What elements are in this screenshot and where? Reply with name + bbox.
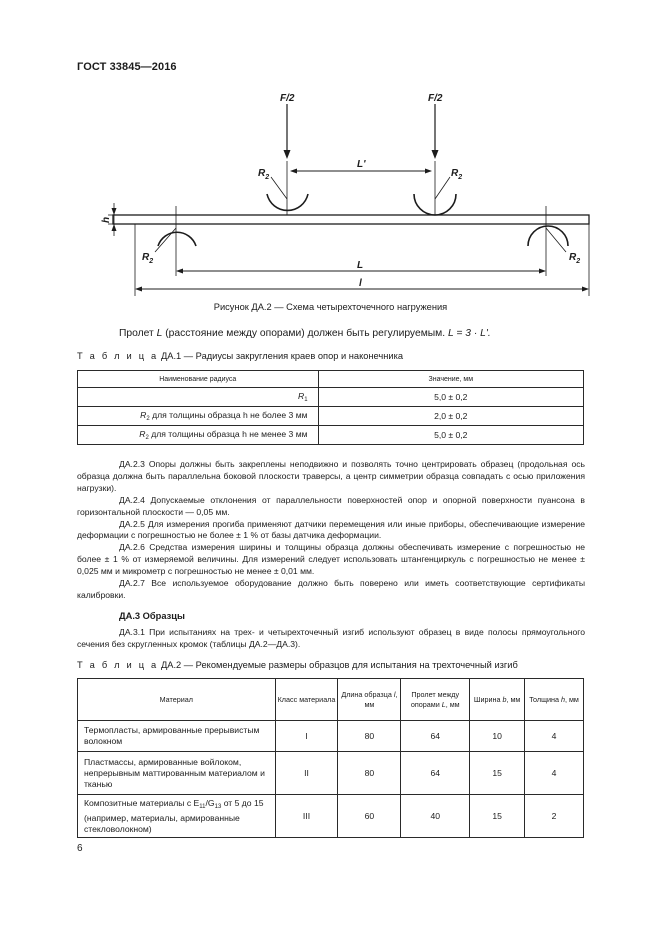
force-label-left: F/2 <box>280 93 295 104</box>
thickness-cell: 4 <box>525 752 584 795</box>
radius-leader-top-right <box>435 177 450 199</box>
section-heading: ДА.3 Образцы <box>119 611 185 621</box>
table-specimen-sizes <box>77 678 584 838</box>
table-row <box>78 388 584 407</box>
table-row <box>78 426 584 445</box>
span-cell: 64 <box>401 721 470 752</box>
class-cell: I <box>275 721 338 752</box>
table2-header-material: Материал <box>78 679 276 721</box>
table2-header-span: Пролет между опорами L, мм <box>401 679 470 721</box>
radius-name: $R_2$ для толщины образца h не менее 3 мм <box>78 426 319 445</box>
class-cell: III <box>275 795 338 838</box>
table-row <box>78 407 584 426</box>
material-cell: Пластмассы, армированные войлоком, непрерывным маттированным материалом и тканью <box>78 752 276 795</box>
radius-label-bottom-left: $R_2$ <box>142 252 154 265</box>
width-cell: 15 <box>470 795 525 838</box>
clause-da-3-1-block <box>77 627 585 651</box>
page-number: 6 <box>77 843 83 854</box>
radius-label-bottom-right: $R_2$ <box>569 252 581 265</box>
support-right <box>528 226 568 246</box>
length-cell: 60 <box>338 795 401 838</box>
length-cell: 80 <box>338 721 401 752</box>
width-cell: 15 <box>470 752 525 795</box>
length-cell: 80 <box>338 752 401 795</box>
table2-header-thickness: Толщина h, мм <box>525 679 584 721</box>
clause-da-2-7: ДА.2.7 Все используемое оборудование должно быть поверено или иметь соответствующие сертификаты калибровки. <box>77 578 585 600</box>
loading-nose-left <box>267 194 308 210</box>
clause-da-2-6: ДА.2.6 Средства измерения ширины и толщины образца должны обеспечивать измерение с погрешностью не более ± 1 % от измеряемой величины. Для измерений следует использовать штангенциркуль с погрешностью не менее ± 0,025 мм и микрометр с погрешностью не менее ± 0,01 мм. <box>77 542 585 577</box>
clause-da-2-4: ДА.2.4 Допускаемые отклонения от параллельности поверхностей опор и опорной поверхности пуансона в горизонтальной плоскости — 0,05 мм. <box>77 494 585 517</box>
table2-header-length: Длина образца l, мм <box>338 679 401 721</box>
thickness-dimension <box>112 203 117 236</box>
table-row <box>78 721 584 752</box>
radius-value: 5,0 ± 0,2 <box>318 426 583 445</box>
thickness-cell: 4 <box>525 721 584 752</box>
radius-label-top-left: $R_2$ <box>258 168 270 181</box>
radius-value: 5,0 ± 0,2 <box>318 388 583 407</box>
radius-leader-bottom-left <box>155 228 176 252</box>
table-row <box>78 795 584 838</box>
specimen-bar <box>113 215 589 224</box>
radius-label-top-right: $R_2$ <box>451 168 463 181</box>
length-label: l <box>359 278 362 289</box>
clauses-da-2 <box>77 459 585 602</box>
span-sentence: Пролет L (расстояние между опорами) должен быть регулируемым. L = 3 · L'. <box>119 328 491 339</box>
table-radii <box>77 370 584 445</box>
document-header: ГОСТ 33845—2016 <box>77 61 177 73</box>
span-cell: 40 <box>401 795 470 838</box>
table1-header-value: Значение, мм <box>318 371 583 388</box>
thickness-label: h <box>101 216 112 223</box>
table1-header-name: Наименование радиуса <box>78 371 319 388</box>
table1-caption: Т а б л и ц а ДА.1 — Радиусы закругления краев опор и наконечника <box>77 351 404 361</box>
width-cell: 10 <box>470 721 525 752</box>
span-label: L <box>357 260 364 271</box>
radius-leader-top-left <box>271 177 287 199</box>
radius-value: 2,0 ± 0,2 <box>318 407 583 426</box>
figure-caption: Рисунок ДА.2 — Схема четырехточечного нагружения <box>213 302 448 312</box>
thickness-cell: 2 <box>525 795 584 838</box>
table-row <box>78 752 584 795</box>
radius-name: $R_2$ для толщины образца h не более 3 мм <box>78 407 319 426</box>
material-cell: Композитные материалы с $E_{11}/G_{13}$ от 5 до 15 (например, материалы, армированные стекловолокном) <box>78 795 276 838</box>
clause-da-3-1: ДА.3.1 При испытаниях на трех- и четырехточечный изгиб используют образец в виде полосы прямоугольного сечения без скругленных кромок (таблицы ДА.2—ДА.3). <box>77 627 585 649</box>
support-left <box>158 232 196 246</box>
table2-caption: Т а б л и ц а ДА.2 — Рекомендуемые размеры образцов для испытания на трехточечный изгиб <box>77 660 518 670</box>
table2-header-width: Ширина b, мм <box>470 679 525 721</box>
radius-name: $R_1$ <box>78 388 319 407</box>
length-dimension <box>135 287 589 292</box>
l-prime-label: L' <box>357 159 366 170</box>
class-cell: II <box>275 752 338 795</box>
table2-header-class: Класс материала <box>275 679 338 721</box>
material-cell: Термопласты, армированные прерывистым волокном <box>78 721 276 752</box>
force-label-right: F/2 <box>428 93 443 104</box>
four-point-loading-diagram <box>0 0 661 300</box>
clause-da-2-3: ДА.2.3 Опоры должны быть закреплены неподвижно и позволять точно центрировать образец (продольная ось образца должна быть параллельна боковой плоскости траверсы, а центр симметрии образца совпадать с осью приложения нагрузки). <box>77 459 585 493</box>
clause-da-2-5: ДА.2.5 Для измерения прогиба применяют датчики перемещения или иные приборы, обеспечивающие измерение деформации с погрешностью не более ± 1 % от базы датчика деформации. <box>77 518 585 541</box>
span-cell: 64 <box>401 752 470 795</box>
